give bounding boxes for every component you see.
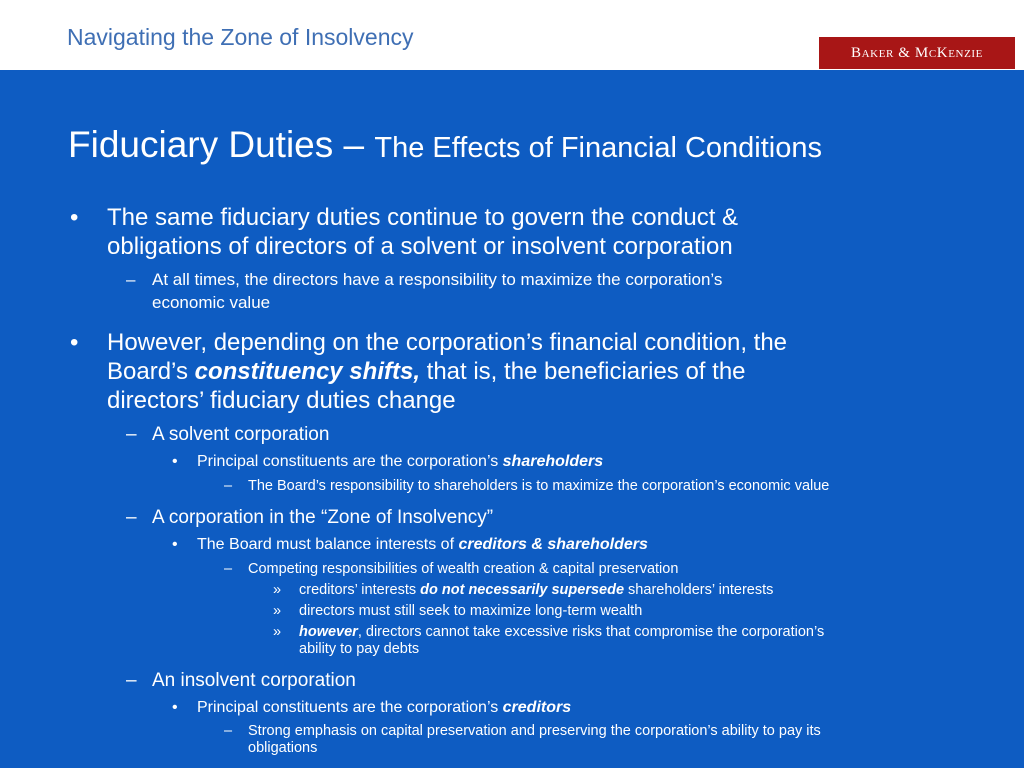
bullet-dash: –: [224, 478, 233, 494]
bullet-raquo: »: [273, 603, 282, 619]
zone-board-pre: The Board must balance interests of: [197, 536, 459, 553]
baker-mckenzie-logo: [818, 36, 1016, 70]
bullet-dot: •: [172, 536, 178, 553]
deck-title: Navigating the Zone of Insolvency: [67, 24, 414, 50]
bullet-dash: –: [126, 270, 136, 289]
solvent-principal-constituents: [197, 452, 603, 472]
bullet-1-sub-line-1: At all times, the directors have a responsibility to maximize the corporation’s: [152, 270, 723, 289]
bullet-dot: •: [70, 204, 79, 231]
zone-excessive-risks-line-2: ability to pay debts: [299, 641, 420, 657]
bullet-dash: –: [126, 424, 137, 445]
zone-competing-responsibilities: Competing responsibilities of wealth creation & capital preservation: [248, 561, 679, 577]
shareholders-emphasis: shareholders: [502, 453, 604, 470]
insolvent-principal-constituents: [197, 698, 571, 718]
insolvent-principal-pre: Principal constituents are the corporation’s: [197, 699, 503, 716]
bullet-dot: •: [172, 699, 178, 716]
logo-text: Baker & McKenzie: [851, 44, 983, 61]
bullet-1-line-2: obligations of directors of a solvent or insolvent corporation: [107, 233, 733, 260]
bullet-dot: •: [70, 329, 79, 356]
zone-board-balance: [197, 535, 648, 555]
creditors-emphasis: creditors: [502, 699, 572, 716]
insolvent-emphasis-line-2: obligations: [248, 740, 318, 756]
bullet-2-line-2: [107, 357, 746, 386]
solvent-principal-pre: Principal constituents are the corporation’s: [197, 453, 503, 470]
insolvent-corporation: An insolvent corporation: [152, 670, 356, 691]
zone-of-insolvency: A corporation in the “Zone of Insolvency”: [152, 507, 494, 528]
zone-r1-pre: creditors’ interests: [299, 582, 421, 598]
solvent-corporation: A solvent corporation: [152, 424, 330, 445]
creditors-shareholders-emphasis: creditors & shareholders: [458, 536, 648, 553]
bullet-2-line-1: However, depending on the corporation’s financial condition, the: [107, 329, 788, 356]
do-not-supersede-emphasis: do not necessarily supersede: [420, 582, 625, 598]
slide-title: [68, 124, 822, 166]
zone-r1-post: shareholders’ interests: [624, 582, 774, 598]
bullet-1-line-1: The same fiduciary duties continue to govern the conduct &: [107, 204, 739, 231]
zone-excessive-risks-line-1: [299, 624, 824, 641]
bullet-dash: –: [126, 670, 137, 691]
bullet-raquo: »: [273, 624, 282, 640]
zone-creditors-interests: [299, 581, 773, 599]
zone-maximize-wealth: directors must still seek to maximize long-term wealth: [299, 603, 643, 619]
solvent-board-responsibility: The Board’s responsibility to shareholders is to maximize the corporation’s economic value: [248, 478, 830, 494]
header-bar: [0, 0, 1024, 70]
bullet-dash: –: [224, 561, 233, 577]
bullet-2-line-3: directors’ fiduciary duties change: [107, 387, 456, 414]
bullet-dash: –: [126, 507, 137, 528]
bullet-dot: •: [172, 453, 178, 470]
bullet-1-sub-line-2: economic value: [152, 293, 271, 312]
bullet-dash: –: [224, 723, 233, 739]
bullet-2-line-2-post: that is, the beneficiaries of the: [419, 358, 746, 385]
insolvent-emphasis-line-1: Strong emphasis on capital preservation and preserving the corporation’s ability to pay its: [248, 723, 821, 739]
zone-r3-post: , directors cannot take excessive risks that compromise the corporation’s: [357, 624, 825, 640]
constituency-shifts-emphasis: constituency shifts,: [194, 358, 420, 385]
bullet-raquo: »: [273, 582, 282, 598]
slide-title-main: Fiduciary Duties –: [68, 124, 375, 165]
slide-title-sub: The Effects of Financial Conditions: [374, 132, 822, 164]
bullet-2-line-2-pre: Board’s: [107, 358, 195, 385]
however-emphasis: however: [299, 624, 358, 640]
